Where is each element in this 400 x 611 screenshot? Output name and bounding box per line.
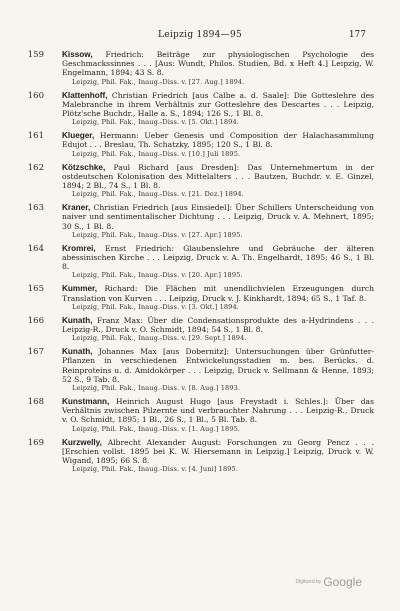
author-surname: Kummer, (62, 284, 98, 294)
entry-citation (62, 163, 374, 191)
bibliography-entry (0, 438, 400, 474)
citation-text: Hermann: Ueber Genesis und Composition der Halachasammlung Edujot . . . Breslau, Th. Schatzky, 1895; 120 S., 1 Bl. 8. (62, 131, 374, 150)
dissertation-note: Leipzig, Phil. Fak., Inaug.-Diss. v. [27. Aug.] 1894. (72, 77, 245, 86)
running-header (0, 30, 400, 44)
entry-citation (62, 50, 374, 78)
author-surname: Kunath, (62, 315, 93, 325)
dissertation-note: Leipzig, Phil. Fak., Inaug.-Diss. v. [21. Dez.] 1894. (72, 190, 244, 199)
citation-text: Ernst Friedrich: Glaubenslehre und Gebräuche der älteren abessinischen Kirche . . . Leipzig, Druck v. A. Th. Engelhardt, 1895; 46 S., 1 Bl. 8. (62, 243, 374, 272)
bibliography-entry (0, 397, 400, 433)
entry-citation (62, 284, 374, 302)
entry-citation (62, 397, 374, 425)
watermark-brand: Google (323, 575, 362, 589)
entry-number: 161 (27, 131, 44, 142)
entry-number: 165 (27, 284, 44, 295)
entry-number: 168 (27, 397, 44, 408)
entry-number: 159 (27, 50, 44, 60)
dissertation-note: Leipzig, Phil. Fak., Inaug.-Diss. v. [8. Aug.] 1893. (72, 384, 241, 393)
author-surname: Kunstmann, (62, 397, 110, 407)
dissertation-note: Leipzig, Phil. Fak., Inaug.-Diss. v. [1. Aug.] 1895. (72, 424, 241, 433)
author-surname: Kötzschke, (62, 162, 106, 172)
entry-citation (62, 131, 374, 149)
citation-text: Heinrich August Hugo [aus Freystadt i. Schles.]: Über das Verhältnis zwischen Pilzernte und verbrauchter Nahrung . . . Leipzig-R., Druck v. O. Schmidt, 1895; 1 Bl., 26 S., 1 Bl., 5 Bl. Tab. 8. (62, 397, 374, 425)
dissertation-note: Leipzig, Phil. Fak., Inaug.-Diss. v. [5. Okt.] 1894. (72, 118, 239, 127)
citation-text: Richard: Die Flächen mit unendlichvielen Erzeugungen durch Translation von Kurven . . . Leipzig, Druck v. J. Kinkhardt, 1894; 65 S., 1 Taf. 8. (62, 284, 374, 303)
dissertation-note: Leipzig, Phil. Fak., Inaug.-Diss. v. [10.] Juli 1895. (72, 149, 241, 158)
bibliography-entry (0, 203, 400, 239)
entry-number: 162 (27, 162, 44, 173)
dissertation-note: Leipzig, Phil. Fak., Inaug.-Diss. v. [29. Sept.] 1894. (72, 334, 247, 343)
entry-citation (62, 244, 374, 272)
header-title: Leipzig 1894—95 (157, 30, 243, 40)
bibliography-entry (0, 50, 400, 86)
bibliography-entry (0, 347, 400, 392)
entry-number: 166 (27, 315, 44, 326)
citation-text: Paul Richard [aus Dresden]: Das Unternehmertum in der ostdeutschen Kolonisation des Mittelalters . . . Bautzen, Buchdr. v. E. Ginzel, 1894; 2 Bl., 74 S., 1 Bl. 8. (62, 162, 374, 191)
dissertation-note: Leipzig, Phil. Fak., Inaug.-Diss. v. [20. Apr.] 1895. (72, 271, 243, 280)
entry-number: 167 (27, 347, 44, 358)
citation-text: Johannes Max [aus Dobernitz]: Untersuchungen über Grünfutter-Pflanzen in verschiedenen Entwickelungsstadien m. bes. Berücks. d. Reinproteins u. d. Amidokörper . . . Leipzig, Druck v. Sellmann & Henne, 1893; 52 S., 9 Tab. 8. (62, 347, 374, 384)
dissertation-note: Leipzig, Phil. Fak., Inaug.-Diss. v. [4. Juni] 1895. (72, 465, 239, 474)
entry-number: 160 (27, 90, 44, 101)
entry-citation (62, 347, 374, 384)
entry-citation (62, 438, 374, 466)
dissertation-note: Leipzig, Phil. Fak., Inaug.-Diss. v. [3. Okt.] 1894. (72, 302, 239, 311)
citation-text: Friedrich: Beiträge zur physiologischen Psychologie des Geschmackssinnes . . . [Aus: Wundt, Philos. Studien, Bd. x Heft 4.] Leipzig, W. Engelmann, 1894; 43 S. 8. (62, 50, 374, 78)
author-surname: Kissow, (62, 50, 93, 59)
dissertation-note: Leipzig, Phil. Fak., Inaug.-Diss. v. [27. Apr.] 1895. (72, 230, 243, 239)
bibliography-entry (0, 244, 400, 280)
citation-text: Albrecht Alexander August: Forschungen zu Georg Pencz . . . [Erschien vollst. 1895 bei K. W. Hiersemann in Leipzig.] Leipzig, Druck v. W. Wigand, 1895; 66 S. 8. (62, 437, 374, 466)
watermark-prefix: Digitized by (295, 578, 322, 585)
bibliography-entry (0, 316, 400, 342)
citation-text: Franz Max: Über die Condensationsprodukte des a-Hydrindens . . . Leipzig-R., Druck v. O. Schmidt, 1894; 54 S., 1 Bl. 8. (62, 315, 374, 335)
entry-number: 163 (27, 203, 44, 214)
bibliography-entry (0, 91, 400, 127)
bibliography-entry (0, 131, 400, 157)
author-surname: Kraner, (62, 203, 91, 213)
citation-text: Christian Friedrich [aus Calbe a. d. Saale]: Die Gotteslehre des Malebranche in ihrem Verhältnis zur Gotteslehre des Descartes . . . Leipzig, Plötz'sche Buchdr., Halle a. S., 1894; 126 S., 1 Bl. 8. (62, 90, 374, 119)
bibliography-entry (0, 284, 400, 310)
entry-citation (62, 203, 374, 231)
bibliography-entry (0, 163, 400, 199)
citation-text: Christian Friedrich [aus Einsiedel]: Über Schillers Unterscheidung von naiver und sentimentalischer Dichtung . . . Leipzig, Druck v. A. Mehnert, 1895; 30 S., 1 Bl. 8. (62, 203, 374, 231)
google-watermark (295, 573, 362, 591)
entry-number: 164 (27, 243, 44, 254)
entry-citation (62, 91, 374, 119)
entry-list (0, 50, 400, 478)
author-surname: Klattenhoff, (62, 90, 108, 100)
author-surname: Kurzwelly, (62, 437, 102, 447)
author-surname: Kromrei, (62, 243, 96, 253)
author-surname: Kunath, (62, 347, 93, 357)
author-surname: Klueger, (62, 131, 95, 141)
page-number: 177 (348, 30, 366, 40)
entry-citation (62, 316, 374, 334)
entry-number: 169 (27, 437, 44, 448)
